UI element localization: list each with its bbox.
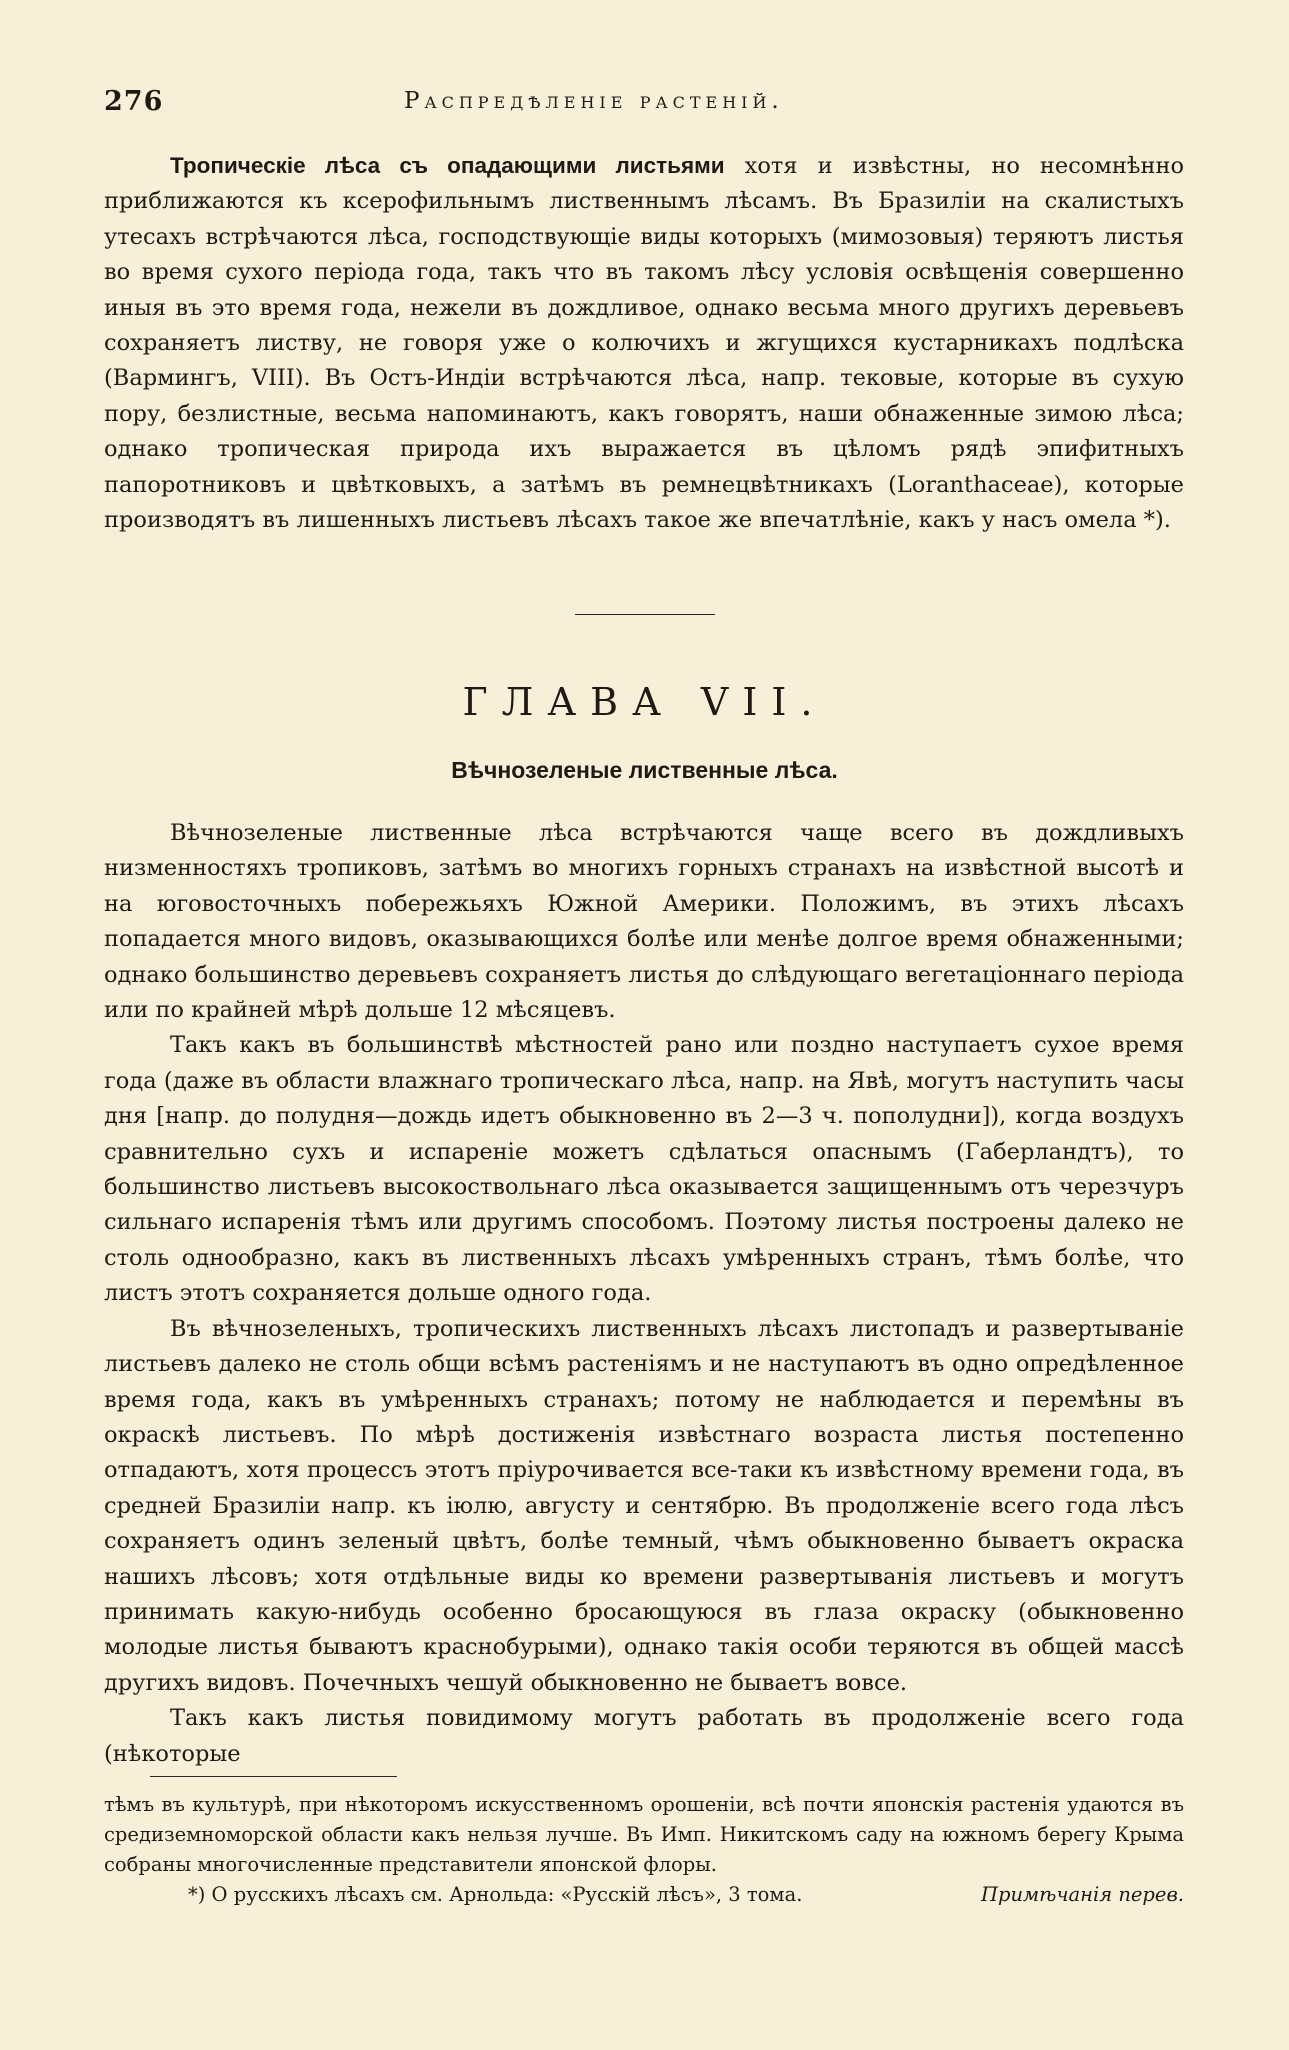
- chapter-title: Вѣчнозеленые лиственные лѣса.: [451, 757, 838, 783]
- intro-section: [104, 148, 1184, 538]
- intro-text: хотя и извѣстны, но несомнѣнно приближаются къ ксерофильнымъ лиственнымъ лѣсамъ. Въ Бразиліи на скалистыхъ утесахъ встрѣчаются лѣса, господствующіе виды которыхъ (мимозовыя) теряютъ листья во время сухого періода года, такъ что въ такомъ лѣсу условія освѣщенія совершенно иныя въ это время года, нежели въ дождливое, однако весьма много другихъ деревьевъ сохраняетъ листву, не говоря уже о колючихъ и жгущихся кустарникахъ подлѣска (Вармингъ, VIII). Въ Остъ-Индіи встрѣчаются лѣса, напр. тековые, которые въ сухую пору, безлистные, весьма напоминаютъ, какъ говорятъ, наши обнаженные зимою лѣса; однако тропическая природа ихъ выражается въ цѣломъ рядѣ эпифитныхъ папоротниковъ и цвѣтковыхъ, а затѣмъ въ ремнецвѣтникахъ (Loranthaceae), которые производятъ въ лишенныхъ листьевъ лѣсахъ такое же впечатлѣніе, какъ у насъ омела *).: [104, 153, 1184, 534]
- body-paragraph: Вѣчнозеленые лиственные лѣса встрѣчаются чаще всего въ дождливыхъ низменностяхъ тропиковъ, затѣмъ во многихъ горныхъ странахъ на извѣстной высотѣ и на юговосточныхъ побережьяхъ Южной Америки. Положимъ, въ этихъ лѣсахъ попадается много видовъ, оказывающихся болѣе или менѣе долгое время обнаженными; однако большинство деревьевъ сохраняетъ листья до слѣдующаго вегетаціоннаго періода или по крайней мѣрѣ дольше 12 мѣсяцевъ.: [104, 820, 1184, 1024]
- chapter-body: [104, 816, 1184, 1772]
- intro-paragraph: [104, 148, 1184, 538]
- footnote-signature: Примѣчанія перев.: [980, 1883, 1184, 1906]
- footnote-divider: [150, 1776, 397, 1777]
- body-paragraph: Такъ какъ листья повидимому могутъ работать въ продолженіе всего года (нѣкоторые: [104, 1705, 1184, 1767]
- intro-bold-lead: Тропическіе лѣса съ опадающими листьями: [170, 153, 725, 178]
- running-title: Распредѣленіе растеній.: [404, 88, 784, 114]
- page-header: [104, 86, 1184, 126]
- footnote-continuation: тѣмъ въ культурѣ, при нѣкоторомъ искусственномъ орошеніи, всѣ почти японскія растенія удаются въ средиземноморской области какъ нельзя лучше. Въ Имп. Никитскомъ саду на южномъ берегу Крыма собраны многочисленные представители японской флоры.: [104, 1793, 1184, 1876]
- footnote-star-text: *) О русскихъ лѣсахъ см. Арнольда: «Русскій лѣсъ», 3 тома.: [188, 1883, 803, 1906]
- chapter-heading: ГЛАВА VII.: [462, 680, 827, 724]
- footnotes: [104, 1790, 1184, 1910]
- page-number: 276: [104, 86, 164, 117]
- body-paragraph: Такъ какъ въ большинствѣ мѣстностей рано или поздно наступаетъ сухое время года (даже въ области влажнаго тропическаго лѣса, напр. на Явѣ, могутъ наступить часы дня [напр. до полудня—дождь идетъ обыкновенно въ 2—3 ч. пополудни]), когда воздухъ сравнительно сухъ и испареніе можетъ сдѣлаться опаснымъ (Габерландтъ), то большинство листьевъ высокоствольнаго лѣса оказывается защищеннымъ отъ черезчуръ сильнаго испаренія тѣмъ или другимъ способомъ. Поэтому листья построены далеко не столь однообразно, какъ въ лиственныхъ лѣсахъ умѣренныхъ странъ, тѣмъ болѣе, что листъ этотъ сохраняется дольше одного года.: [104, 1032, 1184, 1307]
- footnote-star: [104, 1880, 1184, 1910]
- body-paragraph: Въ вѣчнозеленыхъ, тропическихъ лиственныхъ лѣсахъ листопадъ и развертываніе листьевъ далеко не столь общи всѣмъ растеніямъ и не наступаютъ въ одно опредѣленное время года, какъ въ умѣренныхъ странахъ; потому не наблюдается и перемѣны въ окраскѣ листьевъ. По мѣрѣ достиженія извѣстнаго возраста листья постепенно отпадаютъ, хотя процессъ этотъ пріурочивается все-таки къ извѣстному времени года, въ средней Бразиліи напр. къ іюлю, августу и сентябрю. Въ продолженіе всего года лѣсъ сохраняетъ одинъ зеленый цвѣтъ, болѣе темный, чѣмъ обыкновенно бываетъ окраска нашихъ лѣсовъ; хотя отдѣльные виды ко времени развертыванія листьевъ и могутъ принимать какую-нибудь особенно бросающуюся въ глаза окраску (обыкновенно молодые листья бываютъ краснобурыми), однако такія особи теряются въ общей массѣ другихъ видовъ. Почечныхъ чешуй обыкновенно не бываетъ вовсе.: [104, 1315, 1184, 1696]
- section-divider: [575, 614, 715, 615]
